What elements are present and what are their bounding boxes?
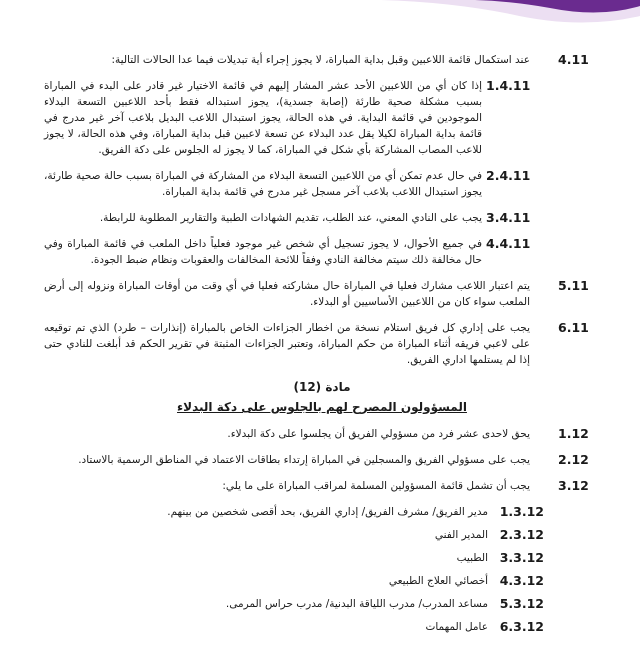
subclause-4-4-11 [44,236,530,268]
subclause-number: 4.4.11 [486,236,531,251]
clause-text: يحق لاحدى عشر فرد من مسؤولي الفريق أن يجلسوا على دكة البدلاء. [227,428,530,440]
article-heading: مادة (12) [293,380,351,394]
subclause-3-4-11 [44,210,530,226]
clause-text: يتم اعتبار اللاعب مشارك فعليا في المباراة حال مشاركته فعليا في أي وقت من أوقات المباراة ونزوله إلى أرض الملعب سواء كان من اللاعبين الأساسيين أو البدلاء. [44,280,530,308]
subclause-text: مدير الفريق/ مشرف الفريق/ إداري الفريق، بحد أقصى شخصين من بينهم. [167,506,488,518]
subclause-number: 3.3.12 [499,550,544,565]
subclause-number: 2.3.12 [499,527,544,542]
clause-number: 4.11 [558,52,589,67]
subclause-number: 6.3.12 [499,619,544,634]
subclause-2-3-12 [44,527,544,543]
subclause-text: أخصائي العلاج الطبيعي [388,575,488,587]
clause-text: عند استكمال قائمة اللاعبين وقبل بداية المباراة، لا يجوز إجراء أية تبديلات فيما عدا الحالات التالية: [111,54,530,66]
clause-number: 2.12 [558,452,589,467]
clause-number: 1.12 [558,426,589,441]
clause-1-12 [44,426,600,442]
clause-text: يجب على إداري كل فريق استلام نسخة من اخطار الجزاءات الخاص بالمباراة (إنذارات – طرد) الذي تم توقيعه على لاعبي فريقه أثناء المباراة من حكم المباراة، وتعتبر الجزاءات المثبتة في تقرير الحكم قد أبلغت للنادي حتى إذا لم يستلمها اداري الفريق. [44,322,530,366]
regulations-document [44,52,600,642]
clause-6-11 [44,320,600,368]
subclause-3-3-12 [44,550,544,566]
subclause-text: في حال عدم تمكن أي من اللاعبين التسعة البدلاء من المشاركة في المباراة بسبب حالة صحية طارئة، يجوز استبدال اللاعب بلاعب آخر مسجل غير مدرج في قائمة بداية المباراة. [44,170,482,198]
subclause-number: 4.3.12 [499,573,544,588]
clause-number: 5.11 [558,278,589,293]
clause-number: 6.11 [558,320,589,335]
clause-text: يجب أن تشمل قائمة المسؤولين المسلمة لمراقب المباراة على ما يلي: [222,480,530,492]
clause-5-11 [44,278,600,310]
subclause-text: في جميع الأحوال، لا يجوز تسجيل أي شخص غير موجود فعلياً داخل الملعب في قائمة المباراة وفي حال مخالفة ذلك سيتم مخالفة النادي وفقاً للائحة المخالفات والعقوبات ونظام ضبط الجودة. [44,238,482,266]
subclause-1-4-11 [44,78,530,158]
subclause-6-3-12 [44,619,544,635]
subclause-text: يجب على النادي المعني، عند الطلب، تقديم الشهادات الطبية والتقارير المطلوبة للرابطة. [99,212,482,224]
subclause-number: 3.4.11 [486,210,531,225]
subclause-number: 1.3.12 [499,504,544,519]
subclause-text: مساعد المدرب/ مدرب اللياقة البدنية/ مدرب حراس المرمى. [225,598,488,610]
subclause-text: المدير الفني [434,529,488,541]
decorative-corner-wave [380,0,640,30]
subclause-number: 5.3.12 [499,596,544,611]
clause-3-12 [44,478,600,494]
clause-2-12 [44,452,600,468]
subclause-text: عامل المهمات [425,621,488,633]
subclause-number: 1.4.11 [486,78,531,93]
subclause-text: إذا كان أي من اللاعبين الأحد عشر المشار إليهم في قائمة الاختيار غير قادر على البدء في المباراة بسبب مشكلة صحية طارئة (إصابة جسدية)، يجوز استبداله فقط بأحد اللاعبين التسعة البدلاء الموجودين في قائمة البداية. في هذه الحالة، يجوز استبدال اللاعب البديل بلاعب آخر غير مدرج في قائمة بداية المباراة لكيلا يقل عدد البدلاء عن تسعة لاعبين قبل بداية المباراة، وفي هذه الحالة، لا يجوز للاعب المصاب المشاركة بأي شكل في المباراة، كما لا يجوز له الجلوس على دكة الفريق. [44,80,482,156]
clause-4-11 [44,52,600,68]
subclause-1-3-12 [44,504,544,520]
subclause-2-4-11 [44,168,530,200]
article-subheading: المسؤولون المصرح لهم بالجلوس على دكة البدلاء [177,400,467,414]
subclause-5-3-12 [44,596,544,612]
clause-number: 3.12 [558,478,589,493]
subclause-number: 2.4.11 [486,168,531,183]
clause-text: يجب على مسؤولي الفريق والمسجلين في المباراة إرتداء بطاقات الاعتماد في المناطق الرسمية بالاستاد. [78,454,530,466]
subclause-4-3-12 [44,573,544,589]
subclause-text: الطبيب [456,552,488,564]
